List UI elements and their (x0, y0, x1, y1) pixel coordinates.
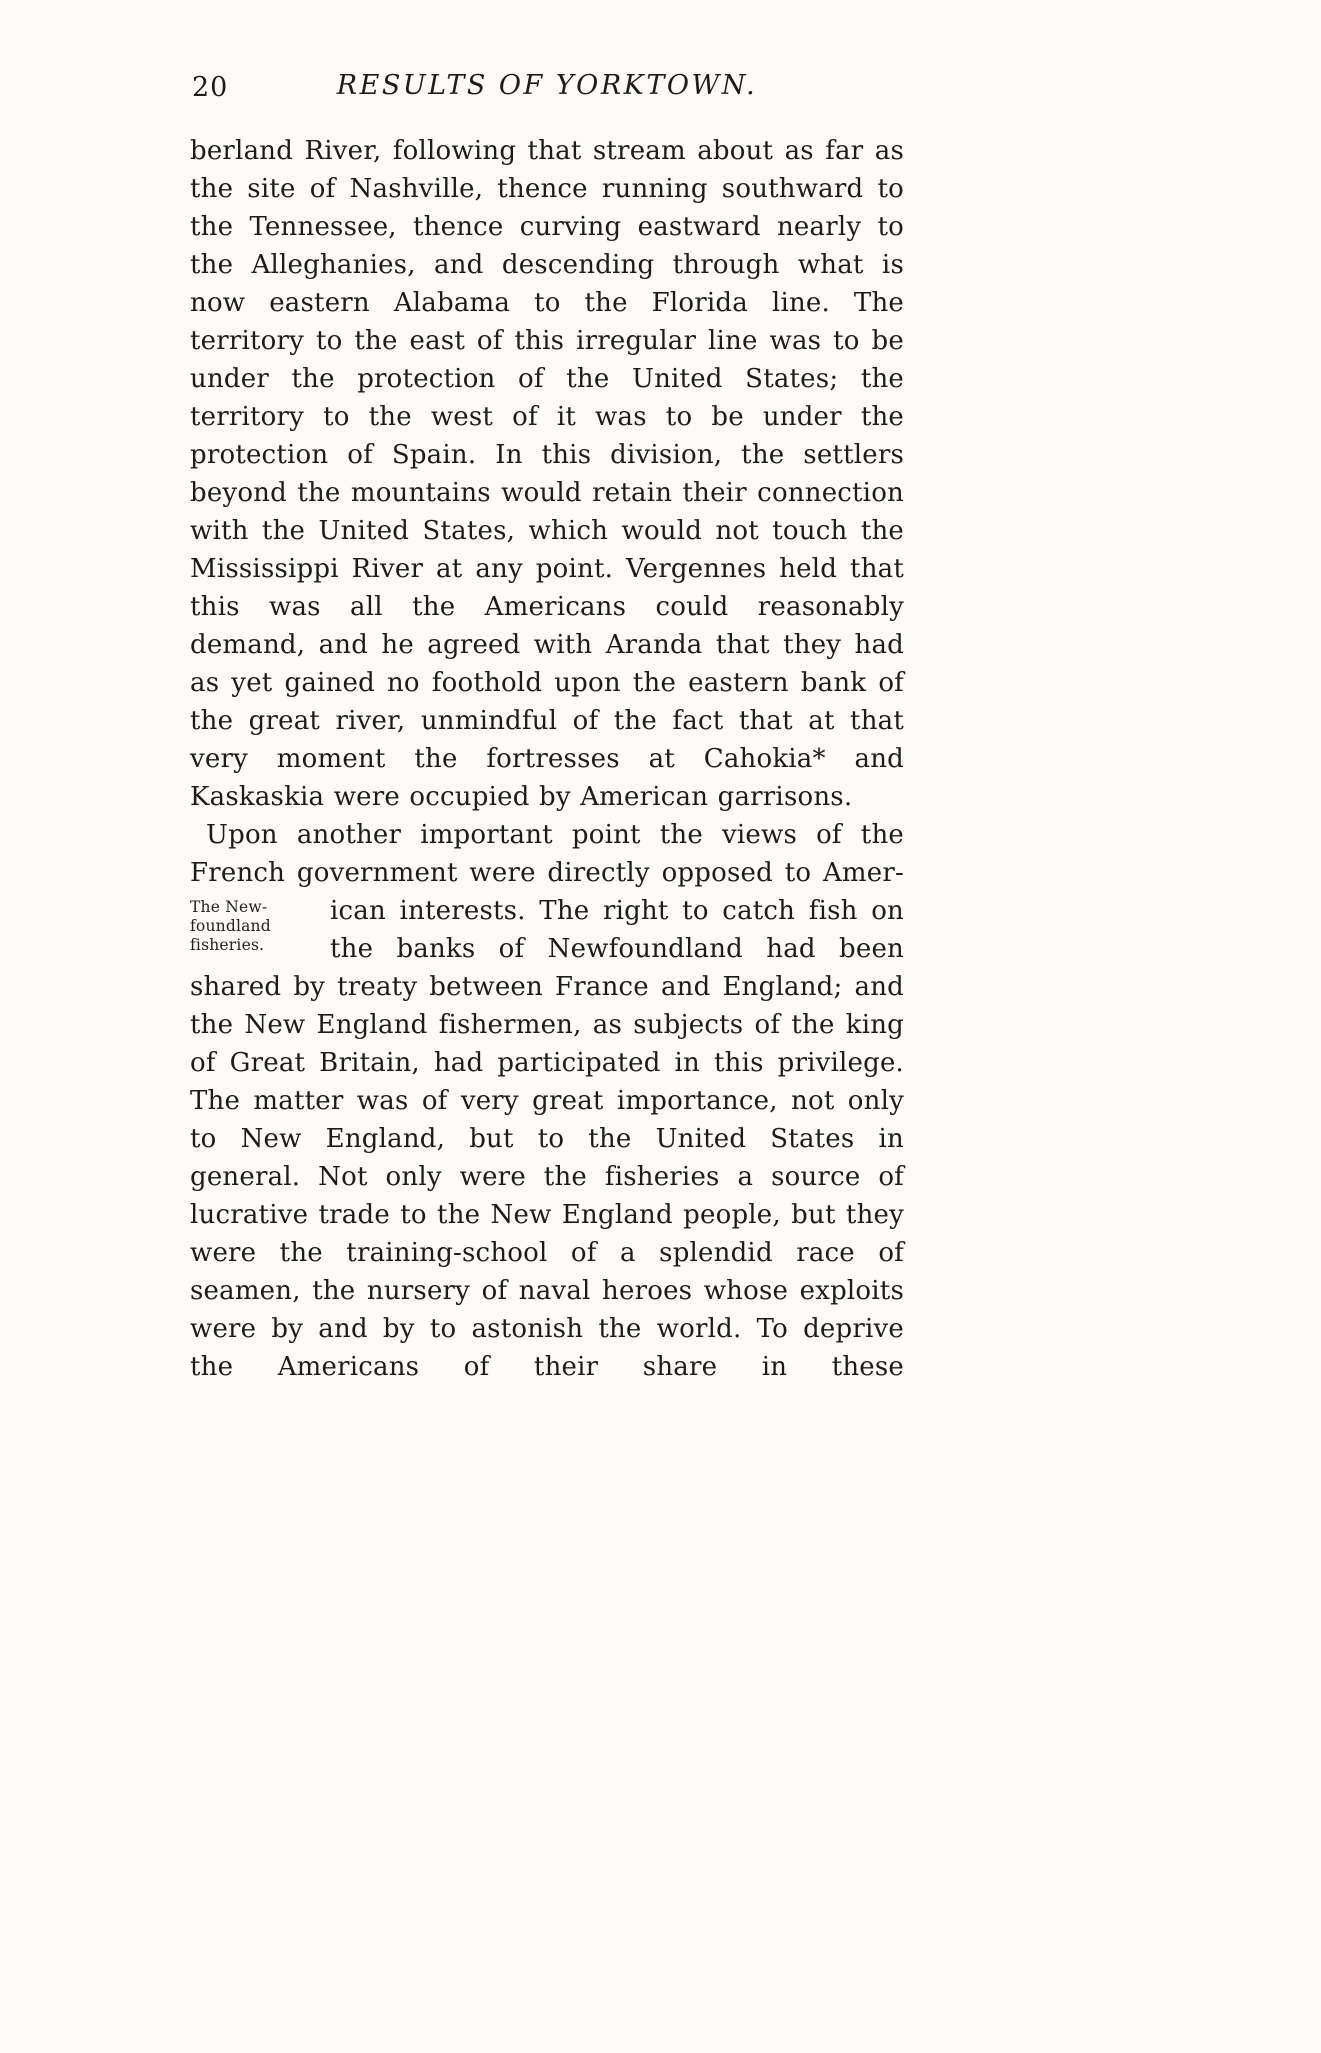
sidenote-newfoundland-fisheries (190, 892, 330, 955)
text-block (190, 70, 904, 1386)
paragraph-continuation: berland River, following that stream about as far as the site of Nashville, thence running southward to the Tennessee, thence curving eastward nearly to the Alleghanies, and descending through what is now eastern Alabama to the Florida line. The territory to the east of this irregular line was to be under the protection of the United States; the territory to the west of it was to be under the protection of Spain. In this division, the settlers beyond the mountains would retain their connection with the United States, which would not touch the Mississippi River at any point. Vergennes held that this was all the Americans could reasonably demand, and he agreed with Aranda that they had as yet gained no foothold upon the eastern bank of the great river, unmindful of the fact that at that very moment the fortresses at Cahokia* and Kaskaskia were occupied by American garrisons. (190, 136, 904, 812)
running-head: RESULTS OF YORKTOWN. (336, 70, 758, 101)
sidenote-line: fisheries. (190, 936, 265, 954)
sidenote-line: foundland (190, 917, 271, 935)
page-header (190, 70, 904, 112)
sidenote-line: The New- (190, 898, 268, 916)
paragraph-with-sidenote (190, 892, 904, 968)
paragraph-beside-sidenote: ican interests. The right to catch fish on the banks of Newfoundland had been (330, 896, 904, 964)
page-number: 20 (192, 72, 229, 103)
paragraph-fisheries-intro: Upon another important point the views of the French government were directly opposed to Amer- (190, 820, 904, 888)
paragraph-fisheries-body: shared by treaty between France and England; and the New England fishermen, as subjects of the king of Great Britain, had participated in this privilege. The matter was of very great importance, not only to New England, but to the United States in general. Not only were the fisheries a source of lucrative trade to the New England people, but they were the training-school of a splendid race of seamen, the nursery of naval heroes whose exploits were by and by to astonish the world. To deprive the Americans of their share in these (190, 972, 904, 1382)
